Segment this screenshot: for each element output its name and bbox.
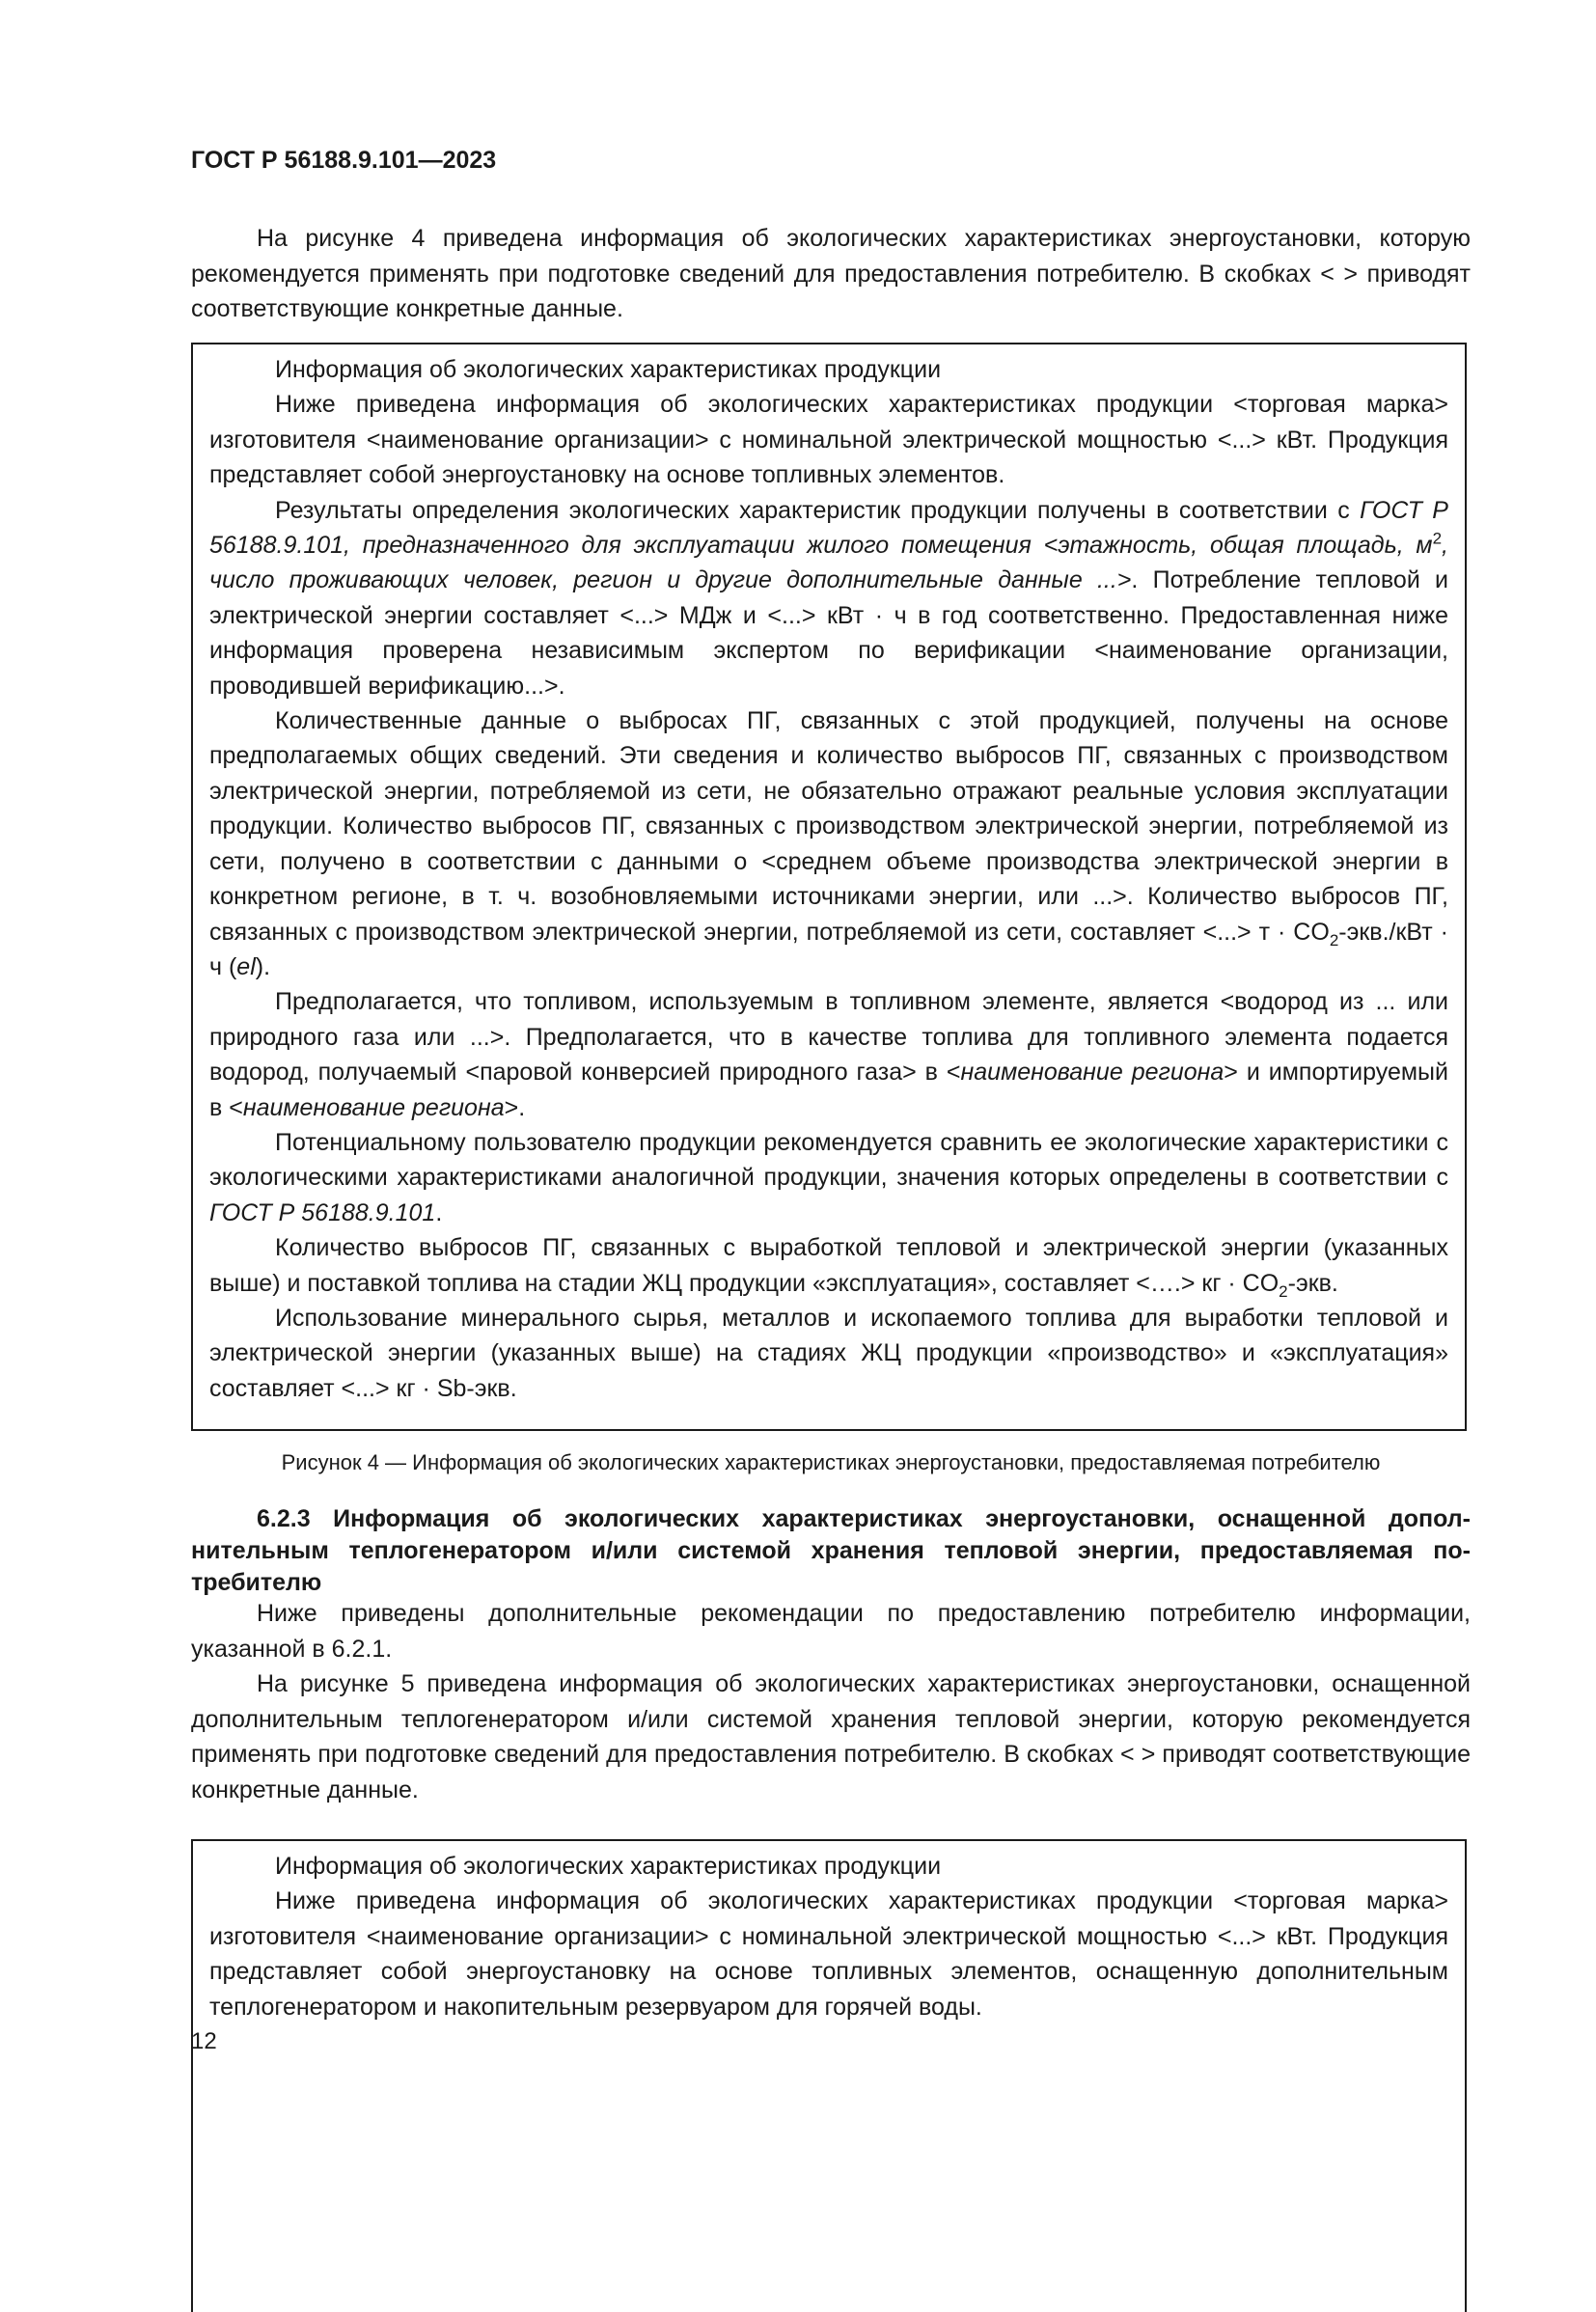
box-paragraph: Использование минерального сырья, металлов и ископаемого топлива для выработки тепловой и электрической энергии (указанных выше) на стадиях ЖЦ продукции «производство» и «эксплуатация» составляет <...> кг · Sb-экв.	[209, 1304, 1448, 1402]
box-paragraph: Предполагается, что топливом, используемым в топливном элементе, является <водород из ... или природного газа или ...>. Предполагается, что в качестве топлива для топливного элемента подается водород, получаемый <паровой конверсией природного газа> в <наименование региона> и импортируемый в <наименование региона>.	[209, 988, 1448, 1121]
section-paragraph: На рисунке 5 приведена информация об экологических характеристиках энергоустановки, оснащенной дополнительным теплогенератором и/или системой хранения тепловой энергии, которую рекомендуется применять при подготовке сведений для предоставления потребителю. В скобках < > приводят соответствующие конкретные данные.	[191, 1670, 1471, 1803]
box-heading: Информация об экологических характеристиках продукции	[275, 356, 942, 383]
box-heading: Информация об экологических характеристиках продукции	[275, 1853, 942, 1880]
figure-4-box	[191, 343, 1467, 1431]
section-heading: 6.2.3 Информация об экологических характеристиках энергоустановки, оснащенной дополнительным теплогенератором и/или системой хранения тепловой энергии, предоставляемая потребителю	[191, 1505, 1471, 1596]
figure-4-caption: Рисунок 4 — Информация об экологических характеристиках энергоустановки, предоставляемая потребителю	[281, 1450, 1381, 1474]
standard-code: ГОСТ Р 56188.9.101—2023	[191, 147, 497, 174]
section-body	[191, 1596, 1471, 1807]
box-paragraph: Ниже приведена информация об экологических характеристиках продукции <торговая марка> изготовителя <наименование организации> с номинальной электрической мощностью <...> кВт. Продукция представляет собой энергоустановку на основе топливных элементов.	[209, 391, 1448, 489]
page-number: 12	[191, 2028, 217, 2054]
box-paragraph: Количество выбросов ПГ, связанных с выработкой тепловой и электрической энергии (указанных выше) и поставкой топлива на стадии ЖЦ продукции «эксплуатация», составляет <….> кг · $CO_2$-экв.	[209, 1234, 1448, 1301]
box-paragraph: Ниже приведена информация об экологических характеристиках продукции <торговая марка> изготовителя <наименование организации> с номинальной электрической мощностью <...> кВт. Продукция представляет собой энергоустановку на основе топливных элементов, оснащенную дополнительным теплогенератором и накопительным резервуаром для горячей воды.	[209, 1887, 1448, 2021]
figure-5-box	[191, 1839, 1467, 2312]
section-paragraph: Ниже приведены дополнительные рекомендации по предоставлению потребителю информации, указанной в 6.2.1.	[191, 1600, 1471, 1663]
box-paragraph: Количественные данные о выбросах ПГ, связанных с этой продукцией, получены на основе предполагаемых общих сведений. Эти сведения и количество выбросов ПГ, связанных с производством электрической энергии, потребляемой из сети, не обязательно отражают реальные условия эксплуатации продукции. Количество выбросов ПГ, связанных с производством электрической энергии, потребляемой из сети, получено в соответствии с данными о <среднем объеме производства электрической энергии в конкретном регионе, в т. ч. возобновляемыми источниками энергии, или ...>. Количество выбросов ПГ, связанных с производством электрической энергии, потребляемой из сети, составляет <...> $т \cdot CO_2-экв$./кВт · ч (el).	[209, 707, 1448, 980]
intro-paragraph: На рисунке 4 приведена информация об экологических характеристиках энергоустановки, которую рекомендуется применять при подготовке сведений для предоставления потребителю. В скобках < > приводят соответствующие конкретные данные.	[191, 225, 1471, 322]
box-paragraph: Результаты определения экологических характеристик продукции получены в соответствии с ГОСТ Р 56188.9.101, предназначенного для эксплуатации жилого помещения <этажность, общая площадь, $м^2$, число проживающих человек, регион и другие дополнительные данные ...>. Потребление тепловой и электрической энергии составляет <...> МДж и <...> кВт · ч в год соответственно. Предоставленная ниже информация проверена независимым экспертом по верификации <наименование организации, проводившей верификацию...>.	[209, 496, 1448, 700]
box-paragraph: Потенциальному пользователю продукции рекомендуется сравнить ее экологические характеристики с экологическими характеристиками аналогичной продукции, значения которых определены в соответствии с ГОСТ Р 56188.9.101.	[209, 1128, 1448, 1226]
